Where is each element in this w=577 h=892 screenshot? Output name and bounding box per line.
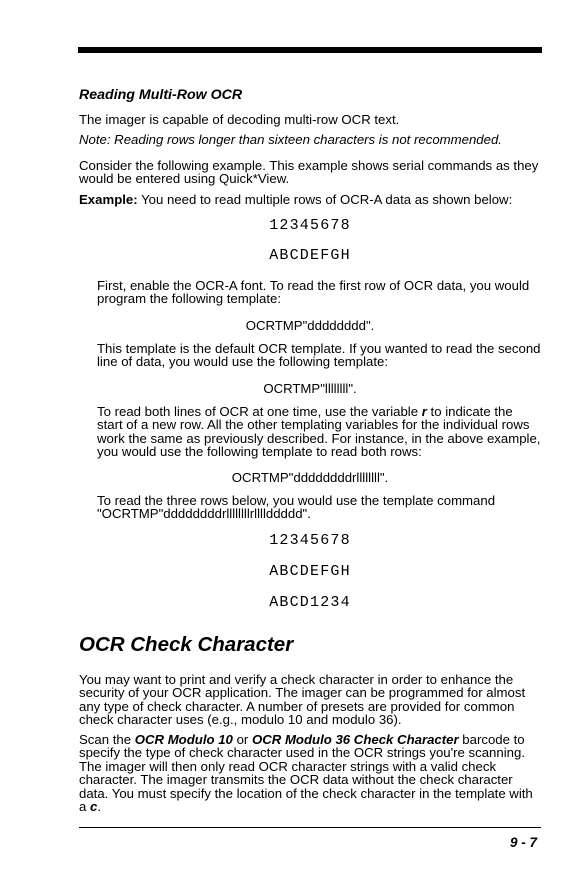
template-example: OCRTMP"llllllll". [263,381,357,396]
footer-rule [79,827,541,828]
ocr-sample-row: ABCDEFGH [269,247,351,264]
check-character-paragraph: You may want to print and verify a check character in order to enhance the security of your OCR application. The imager can be programmed for almost any type of check character. A number of presets are provided for common check character uses (e.g., modulo 10 and modulo 36). [79,672,526,728]
scan-text: Scan the [79,732,135,747]
example-text: You need to read multiple rows of OCR-A data as shown below: [137,192,513,207]
default-template-paragraph: This template is the default OCR template. If you wanted to read the second line of data, you would use the following template: [97,341,541,370]
note-text: Note: Reading rows longer than sixteen characters is not recommended. [79,132,502,147]
both-rows-paragraph [97,405,541,459]
section-heading-multirow: Reading Multi-Row OCR [79,87,243,103]
scan-text: or [232,732,252,747]
ocr-modulo-10-link[interactable]: OCR Modulo 10 [134,732,233,747]
scan-text: barcode to specify the type of check character used in the OCR strings you're scanning. The imager will then only read OCR character strings with a valid check character. The imager transmits the OCR data without the check character data. You must specify the location of the check character in the template with a [79,732,533,815]
ocr-sample-row: 12345678 [269,217,351,234]
template-example: OCRTMP"ddddddddrllllllll". [231,470,389,485]
template-example: OCRTMP"dddddddd". [245,318,375,333]
ocr-sample-row: ABCDEFGH [269,563,351,580]
check-variable: c [90,799,98,815]
both-rows-text-start: To read both lines of OCR at one time, use the variable [97,404,422,419]
three-rows-paragraph: To read the three rows below, you would use the template command "OCRTMP"ddddddddrllllllllrllllddddd". [97,493,496,522]
ocr-modulo-36-link[interactable]: OCR Modulo 36 Check Character [251,732,459,747]
row-variable: r [421,404,427,419]
section-heading-check-character: OCR Check Character [79,633,294,656]
page-number: 9 - 7 [509,835,537,850]
example-paragraph [79,193,541,206]
example-label: Example: [79,192,138,207]
ocr-sample-row: ABCD1234 [269,594,351,611]
scan-text: . [97,799,102,815]
intro-text: The imager is capable of decoding multi-row OCR text. [79,112,400,127]
header-rule [78,47,542,53]
scan-paragraph [79,733,541,813]
consider-paragraph: Consider the following example. This example shows serial commands as they would be entered using Quick*View. [79,158,539,187]
ocr-sample-row: 12345678 [269,532,351,549]
first-row-paragraph: First, enable the OCR-A font. To read the first row of OCR data, you would program the following template: [97,278,530,307]
both-rows-text-end: to indicate the start of a new row. All the other templating variables for the individual rows work the same as previously described. For instance, in the above example, you would use the following template to read both rows: [97,404,541,460]
